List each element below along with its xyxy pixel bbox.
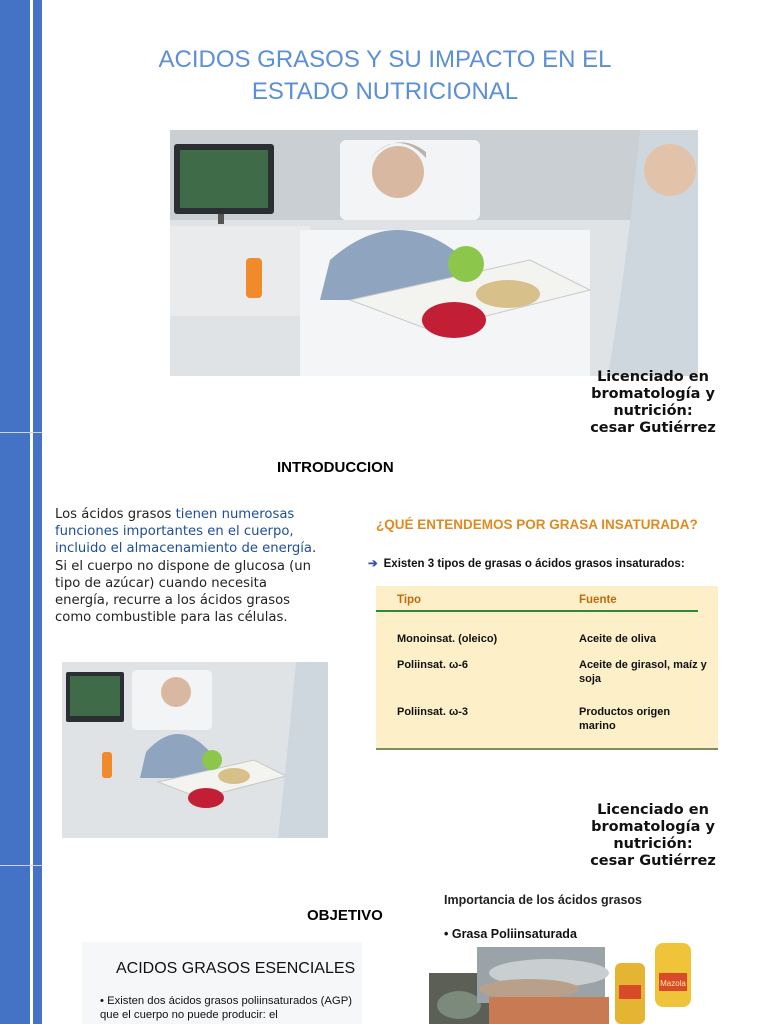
table-header-fuente: Fuente [579, 594, 617, 606]
objetivo-heading: OBJETIVO [307, 907, 383, 924]
sidebar-page-separator [0, 865, 42, 866]
table-header-rule [376, 610, 698, 612]
grasas-table [376, 586, 718, 750]
document-title: ACIDOS GRASOS Y SU IMPACTO EN EL ESTADO NUTRICIONAL [158, 46, 612, 105]
table-cell-fuente: Aceite de girasol, maíz y soja [579, 659, 707, 685]
credit-line: cesar Gutiérrez [590, 420, 716, 434]
credit-line: Licenciado en [597, 369, 709, 385]
sidebar-page-separator [0, 432, 42, 433]
fish-and-oil-image [429, 943, 727, 1024]
acidos-esenciales-slide [82, 942, 362, 1024]
sidebar-divider-line [30, 0, 33, 1024]
credit-line: nutrición: [613, 836, 693, 852]
slide-title: Importancia de los ácidos grasos [444, 893, 642, 907]
introduccion-heading: INTRODUCCION [277, 459, 394, 476]
slide-text: • Existen dos ácidos grasos poliinsaturados (AGP) que el cuerpo no puede producir: el [100, 995, 352, 1021]
slide-bullet-text: Existen 3 tipos de grasas o ácidos grasos insaturados: [383, 558, 685, 570]
table-header-tipo: Tipo [397, 594, 422, 606]
arrow-right-icon: ➔ [368, 558, 378, 570]
author-credit [578, 802, 728, 867]
credit-line: cesar Gutiérrez [590, 853, 716, 867]
introduccion-paragraph [55, 506, 325, 626]
table-cell-fuente: Aceite de oliva [579, 633, 657, 645]
credit-line: nutrición: [613, 403, 693, 419]
credit-line: bromatología y [591, 819, 715, 835]
table-cell-tipo: Monoinsat. (oleico) [397, 633, 498, 645]
importancia-slide [425, 885, 727, 1024]
table-cell-fuente: Productos origen marino [579, 706, 671, 732]
slide-bullet [368, 556, 685, 570]
slide-title: ¿QUÉ ENTENDEMOS POR GRASA INSATURADA? [376, 517, 698, 532]
intro-text-part: Los ácidos grasos [55, 507, 176, 522]
table-cell-tipo: Poliinsat. ω-6 [397, 659, 469, 671]
author-credit [578, 369, 728, 434]
credit-line: bromatología y [591, 386, 715, 402]
table-cell-tipo: Poliinsat. ω-3 [397, 706, 469, 718]
intro-text-highlight: tienen numerosas funciones importantes en el cuerpo, incluido el almacenamiento de energía [55, 507, 313, 557]
hospital-meal-photo [170, 130, 698, 376]
intro-text-part: . Si el cuerpo no dispone de glucosa (un tipo de azúcar) cuando necesita energía, recurre a los ácidos grasos como combustible para las células. [55, 541, 317, 626]
credit-line: Licenciado en [597, 802, 709, 818]
hospital-meal-photo-small [62, 662, 328, 838]
slide-title: ACIDOS GRASOS ESENCIALES [116, 960, 356, 977]
mazola-label: Mazola [660, 979, 686, 988]
grasa-insaturada-slide [368, 500, 720, 750]
slide-bullet: • Grasa Poliinsaturada [444, 927, 577, 941]
left-sidebar-band [0, 0, 42, 1024]
